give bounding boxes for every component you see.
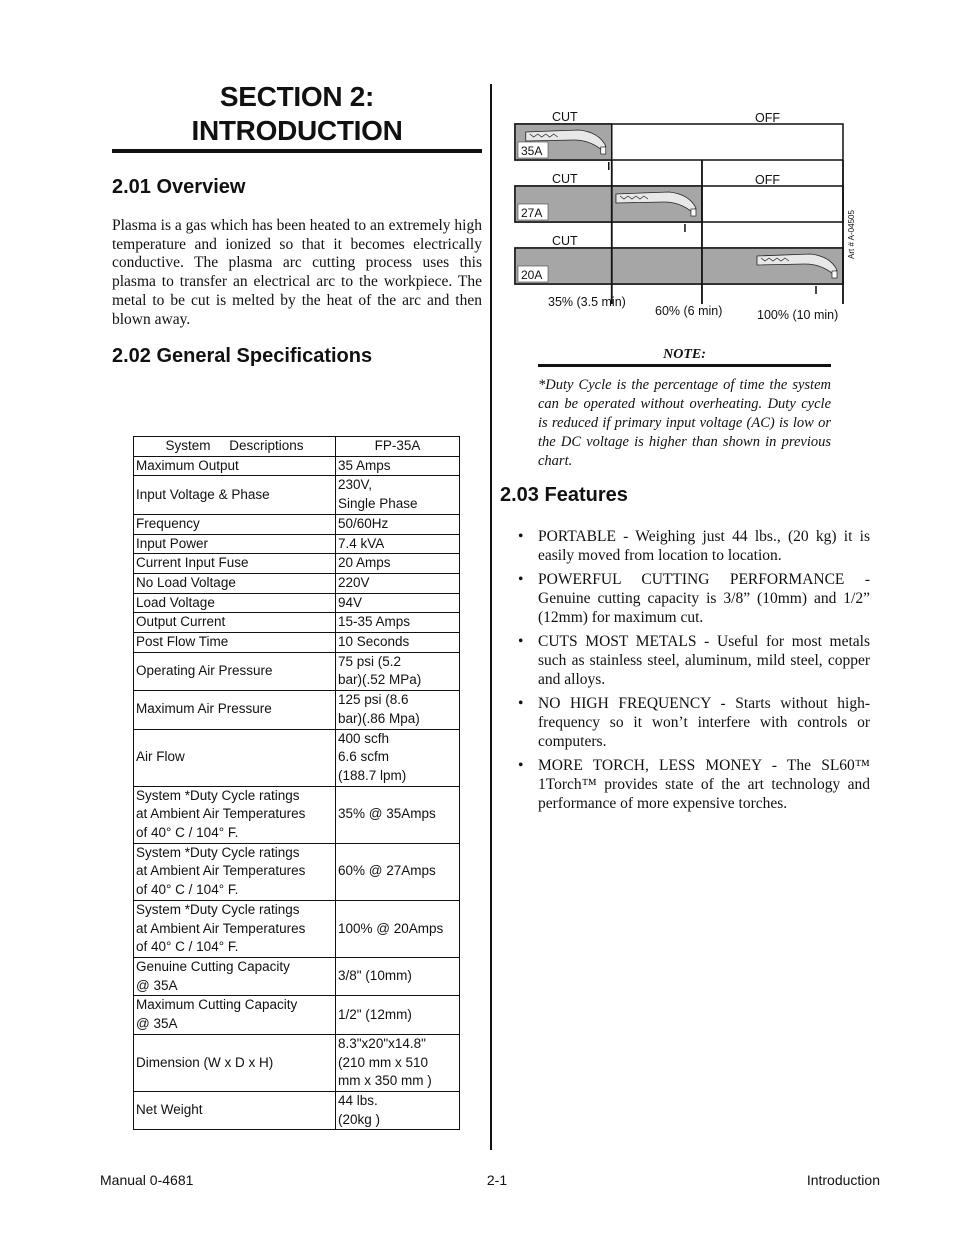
footer-manual-number: Manual 0-4681	[100, 1172, 194, 1188]
spec-label: Frequency	[134, 514, 336, 534]
spec-value: 8.3"x20"x14.8" (210 mm x 510 mm x 350 mm )	[336, 1034, 460, 1091]
duty-bar-cut	[515, 248, 843, 284]
spec-value: 15-35 Amps	[336, 613, 460, 633]
spec-label: System *Duty Cycle ratings at Ambient Air Temperatures of 40° C / 104° F.	[134, 843, 336, 900]
spec-row	[134, 843, 460, 900]
spec-label: Operating Air Pressure	[134, 652, 336, 690]
spec-label: Net Weight	[134, 1091, 336, 1129]
spec-value: 230V, Single Phase	[336, 476, 460, 514]
axis-label-100: 100% (10 min)	[757, 308, 839, 322]
column-divider	[490, 84, 492, 1150]
spec-row	[134, 729, 460, 786]
off-label: OFF	[755, 173, 780, 187]
spec-label: No Load Voltage	[134, 573, 336, 593]
bullet-icon: •	[518, 528, 524, 545]
spec-value: 400 scfh 6.6 scfm (188.7 lpm)	[336, 729, 460, 786]
spec-row	[134, 900, 460, 957]
spec-label: System *Duty Cycle ratings at Ambient Air Temperatures of 40° C / 104° F.	[134, 786, 336, 843]
feature-item	[518, 570, 870, 627]
bullet-icon: •	[518, 695, 524, 712]
spec-label: Output Current	[134, 613, 336, 633]
title-rule	[112, 149, 482, 153]
footer-section-name: Introduction	[806, 1172, 880, 1188]
spec-value: 35 Amps	[336, 456, 460, 476]
spec-row	[134, 534, 460, 554]
feature-text: NO HIGH FREQUENCY - Starts without high-frequency so it won’t interfere with controls or computers.	[538, 695, 870, 750]
features-list	[518, 527, 870, 818]
spec-row	[134, 633, 460, 653]
spec-row	[134, 613, 460, 633]
bullet-icon: •	[518, 571, 524, 588]
note-rule	[538, 364, 831, 367]
spec-value: 3/8" (10mm)	[336, 957, 460, 995]
overview-paragraph: Plasma is a gas which has been heated to an extremely high temperature and ionized so that it becomes electrically conductive. The plasma arc cutting process uses this plasma to transfer an electrical arc to the workpiece. The metal to be cut is melted by the heat of the arc and then blown away.	[112, 217, 482, 328]
spec-row	[134, 456, 460, 476]
features-heading: 2.03 Features	[500, 484, 628, 506]
specs-heading: 2.02 General Specifications	[112, 345, 373, 367]
spec-label: Dimension (W x D x H)	[134, 1034, 336, 1091]
spec-value: 20 Amps	[336, 554, 460, 574]
spec-row	[134, 514, 460, 534]
spec-label: Maximum Air Pressure	[134, 691, 336, 729]
spec-value: 7.4 kVA	[336, 534, 460, 554]
spec-value: 220V	[336, 573, 460, 593]
spec-value: 100% @ 20Amps	[336, 900, 460, 957]
feature-text: PORTABLE - Weighing just 44 lbs., (20 kg) it is easily moved from location to location.	[538, 528, 870, 564]
spec-value: 50/60Hz	[336, 514, 460, 534]
bullet-icon: •	[518, 633, 524, 650]
amps-label: 27A	[521, 206, 543, 220]
spec-row	[134, 691, 460, 729]
art-number: Art # A-04505	[847, 210, 856, 259]
spec-row	[134, 996, 460, 1034]
spec-table-header	[134, 437, 460, 457]
feature-item	[518, 756, 870, 813]
cut-label: CUT	[552, 234, 578, 248]
spec-label: System *Duty Cycle ratings at Ambient Air Temperatures of 40° C / 104° F.	[134, 900, 336, 957]
spec-value: 35% @ 35Amps	[336, 786, 460, 843]
spec-header-desc: System Descriptions	[134, 437, 336, 457]
spec-value: 94V	[336, 593, 460, 613]
spec-label: Input Voltage & Phase	[134, 476, 336, 514]
overview-heading: 2.01 Overview	[112, 176, 246, 198]
spec-row	[134, 573, 460, 593]
amps-label: 20A	[521, 268, 543, 282]
feature-text: POWERFUL CUTTING PERFORMANCE - Genuine cutting capacity is 3/8” (10mm) and 1/2” (12mm) for maximum cut.	[538, 571, 870, 626]
cut-label: CUT	[552, 172, 578, 186]
spec-value: 60% @ 27Amps	[336, 843, 460, 900]
axis-label-60: 60% (6 min)	[655, 304, 723, 318]
spec-value: 1/2" (12mm)	[336, 996, 460, 1034]
spec-label: Input Power	[134, 534, 336, 554]
spec-header-model: FP-35A	[336, 437, 460, 457]
amps-label: 35A	[521, 144, 543, 158]
axis-label-35: 35% (3.5 min)	[548, 295, 626, 309]
spec-label: Genuine Cutting Capacity @ 35A	[134, 957, 336, 995]
footer-page-number: 2-1	[486, 1172, 508, 1188]
spec-row	[134, 786, 460, 843]
cut-label: CUT	[552, 110, 578, 124]
spec-label: Current Input Fuse	[134, 554, 336, 574]
spec-value: 75 psi (5.2 bar)(.52 MPa)	[336, 652, 460, 690]
note-text: *Duty Cycle is the percentage of time the system can be operated without overheating. Duty cycle is reduced if primary input voltage (AC) is low or the DC voltage is higher than shown in previous chart.	[538, 377, 831, 469]
feature-item	[518, 694, 870, 751]
feature-item	[518, 527, 870, 565]
spec-row	[134, 652, 460, 690]
section-title-line1: SECTION 2:	[219, 81, 375, 112]
spec-row	[134, 476, 460, 514]
spec-label: Maximum Output	[134, 456, 336, 476]
note-title: NOTE:	[663, 347, 706, 362]
spec-value: 10 Seconds	[336, 633, 460, 653]
spec-label: Maximum Cutting Capacity @ 35A	[134, 996, 336, 1034]
spec-row	[134, 957, 460, 995]
spec-table	[133, 436, 460, 1130]
section-title	[112, 80, 482, 148]
spec-row	[134, 593, 460, 613]
bullet-icon: •	[518, 757, 524, 774]
spec-value: 125 psi (8.6 bar)(.86 Mpa)	[336, 691, 460, 729]
feature-text: MORE TORCH, LESS MONEY - The SL60™ 1Torch™ provides state of the art technology and performance of more expensive torches.	[538, 757, 870, 812]
spec-row	[134, 554, 460, 574]
feature-item	[518, 632, 870, 689]
feature-text: CUTS MOST METALS - Useful for most metals such as stainless steel, aluminum, mild steel, copper and alloys.	[538, 633, 870, 688]
spec-row	[134, 1091, 460, 1129]
spec-label: Load Voltage	[134, 593, 336, 613]
section-title-line2: INTRODUCTION	[191, 115, 403, 146]
spec-label: Post Flow Time	[134, 633, 336, 653]
spec-row	[134, 1034, 460, 1091]
spec-value: 44 lbs. (20kg )	[336, 1091, 460, 1129]
spec-label: Air Flow	[134, 729, 336, 786]
off-label: OFF	[755, 111, 780, 125]
duty-cycle-chart	[508, 104, 858, 329]
